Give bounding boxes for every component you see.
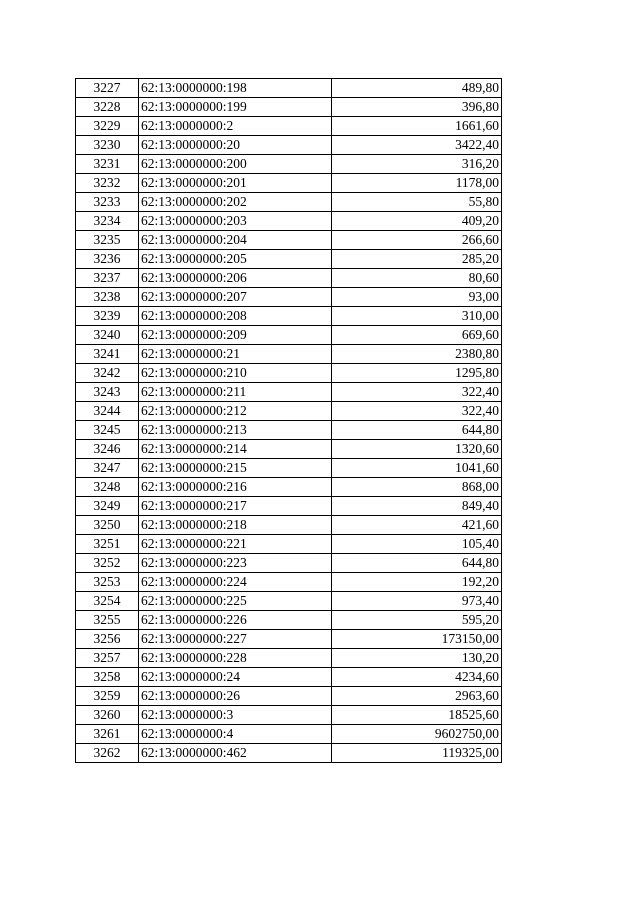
cadastral-number-cell: 62:13:0000000:224 <box>139 573 332 592</box>
row-number-cell: 3234 <box>76 212 139 231</box>
cadastral-number-cell: 62:13:0000000:204 <box>139 231 332 250</box>
value-cell: 1320,60 <box>332 440 502 459</box>
value-cell: 105,40 <box>332 535 502 554</box>
table-row <box>76 136 502 155</box>
value-cell: 595,20 <box>332 611 502 630</box>
table-row <box>76 706 502 725</box>
table-row <box>76 744 502 763</box>
row-number-cell: 3236 <box>76 250 139 269</box>
cadastral-number-cell: 62:13:0000000:216 <box>139 478 332 497</box>
table-row <box>76 649 502 668</box>
value-cell: 1295,80 <box>332 364 502 383</box>
value-cell: 55,80 <box>332 193 502 212</box>
value-cell: 396,80 <box>332 98 502 117</box>
cadastral-number-cell: 62:13:0000000:200 <box>139 155 332 174</box>
row-number-cell: 3261 <box>76 725 139 744</box>
value-cell: 18525,60 <box>332 706 502 725</box>
cadastral-number-cell: 62:13:0000000:2 <box>139 117 332 136</box>
table-row <box>76 611 502 630</box>
row-number-cell: 3237 <box>76 269 139 288</box>
table-row <box>76 288 502 307</box>
row-number-cell: 3262 <box>76 744 139 763</box>
table-row <box>76 725 502 744</box>
value-cell: 868,00 <box>332 478 502 497</box>
cadastral-number-cell: 62:13:0000000:223 <box>139 554 332 573</box>
table-row <box>76 231 502 250</box>
table-row <box>76 250 502 269</box>
table-row <box>76 307 502 326</box>
value-cell: 973,40 <box>332 592 502 611</box>
cadastral-number-cell: 62:13:0000000:24 <box>139 668 332 687</box>
value-cell: 322,40 <box>332 383 502 402</box>
cadastral-number-cell: 62:13:0000000:217 <box>139 497 332 516</box>
row-number-cell: 3256 <box>76 630 139 649</box>
value-cell: 1661,60 <box>332 117 502 136</box>
value-cell: 2963,60 <box>332 687 502 706</box>
cadastral-number-cell: 62:13:0000000:26 <box>139 687 332 706</box>
row-number-cell: 3249 <box>76 497 139 516</box>
value-cell: 3422,40 <box>332 136 502 155</box>
table-row <box>76 459 502 478</box>
row-number-cell: 3239 <box>76 307 139 326</box>
cadastral-number-cell: 62:13:0000000:462 <box>139 744 332 763</box>
table-row <box>76 98 502 117</box>
cadastral-number-cell: 62:13:0000000:225 <box>139 592 332 611</box>
row-number-cell: 3259 <box>76 687 139 706</box>
row-number-cell: 3253 <box>76 573 139 592</box>
row-number-cell: 3230 <box>76 136 139 155</box>
table-row <box>76 212 502 231</box>
cadastral-number-cell: 62:13:0000000:213 <box>139 421 332 440</box>
value-cell: 130,20 <box>332 649 502 668</box>
cadastral-number-cell: 62:13:0000000:3 <box>139 706 332 725</box>
cadastral-number-cell: 62:13:0000000:228 <box>139 649 332 668</box>
row-number-cell: 3240 <box>76 326 139 345</box>
value-cell: 266,60 <box>332 231 502 250</box>
table-row <box>76 345 502 364</box>
cadastral-number-cell: 62:13:0000000:198 <box>139 79 332 98</box>
row-number-cell: 3255 <box>76 611 139 630</box>
data-table <box>75 78 502 763</box>
data-table-body <box>76 79 502 763</box>
row-number-cell: 3241 <box>76 345 139 364</box>
table-row <box>76 193 502 212</box>
cadastral-number-cell: 62:13:0000000:206 <box>139 269 332 288</box>
cadastral-number-cell: 62:13:0000000:212 <box>139 402 332 421</box>
row-number-cell: 3232 <box>76 174 139 193</box>
table-row <box>76 174 502 193</box>
table-row <box>76 516 502 535</box>
row-number-cell: 3233 <box>76 193 139 212</box>
table-row <box>76 573 502 592</box>
value-cell: 409,20 <box>332 212 502 231</box>
row-number-cell: 3254 <box>76 592 139 611</box>
cadastral-number-cell: 62:13:0000000:203 <box>139 212 332 231</box>
table-row <box>76 497 502 516</box>
cadastral-number-cell: 62:13:0000000:205 <box>139 250 332 269</box>
row-number-cell: 3260 <box>76 706 139 725</box>
row-number-cell: 3238 <box>76 288 139 307</box>
value-cell: 849,40 <box>332 497 502 516</box>
cadastral-number-cell: 62:13:0000000:208 <box>139 307 332 326</box>
table-row <box>76 364 502 383</box>
row-number-cell: 3258 <box>76 668 139 687</box>
cadastral-number-cell: 62:13:0000000:226 <box>139 611 332 630</box>
value-cell: 192,20 <box>332 573 502 592</box>
cadastral-number-cell: 62:13:0000000:207 <box>139 288 332 307</box>
value-cell: 489,80 <box>332 79 502 98</box>
row-number-cell: 3251 <box>76 535 139 554</box>
value-cell: 669,60 <box>332 326 502 345</box>
cadastral-number-cell: 62:13:0000000:20 <box>139 136 332 155</box>
value-cell: 421,60 <box>332 516 502 535</box>
value-cell: 644,80 <box>332 421 502 440</box>
table-row <box>76 592 502 611</box>
table-row <box>76 269 502 288</box>
cadastral-number-cell: 62:13:0000000:201 <box>139 174 332 193</box>
row-number-cell: 3247 <box>76 459 139 478</box>
value-cell: 173150,00 <box>332 630 502 649</box>
cadastral-number-cell: 62:13:0000000:210 <box>139 364 332 383</box>
value-cell: 316,20 <box>332 155 502 174</box>
cadastral-number-cell: 62:13:0000000:202 <box>139 193 332 212</box>
table-row <box>76 478 502 497</box>
value-cell: 285,20 <box>332 250 502 269</box>
row-number-cell: 3243 <box>76 383 139 402</box>
row-number-cell: 3229 <box>76 117 139 136</box>
cadastral-number-cell: 62:13:0000000:215 <box>139 459 332 478</box>
cadastral-number-cell: 62:13:0000000:218 <box>139 516 332 535</box>
row-number-cell: 3245 <box>76 421 139 440</box>
value-cell: 9602750,00 <box>332 725 502 744</box>
row-number-cell: 3248 <box>76 478 139 497</box>
table-row <box>76 421 502 440</box>
value-cell: 1041,60 <box>332 459 502 478</box>
value-cell: 2380,80 <box>332 345 502 364</box>
value-cell: 119325,00 <box>332 744 502 763</box>
table-row <box>76 535 502 554</box>
row-number-cell: 3235 <box>76 231 139 250</box>
value-cell: 93,00 <box>332 288 502 307</box>
table-row <box>76 630 502 649</box>
cadastral-number-cell: 62:13:0000000:4 <box>139 725 332 744</box>
row-number-cell: 3228 <box>76 98 139 117</box>
cadastral-number-cell: 62:13:0000000:227 <box>139 630 332 649</box>
row-number-cell: 3252 <box>76 554 139 573</box>
table-row <box>76 383 502 402</box>
cadastral-number-cell: 62:13:0000000:199 <box>139 98 332 117</box>
cadastral-number-cell: 62:13:0000000:214 <box>139 440 332 459</box>
table-row <box>76 326 502 345</box>
table-row <box>76 668 502 687</box>
cadastral-number-cell: 62:13:0000000:21 <box>139 345 332 364</box>
table-row <box>76 79 502 98</box>
table-row <box>76 117 502 136</box>
value-cell: 310,00 <box>332 307 502 326</box>
table-row <box>76 687 502 706</box>
cadastral-number-cell: 62:13:0000000:211 <box>139 383 332 402</box>
table-row <box>76 440 502 459</box>
value-cell: 1178,00 <box>332 174 502 193</box>
row-number-cell: 3231 <box>76 155 139 174</box>
cadastral-number-cell: 62:13:0000000:221 <box>139 535 332 554</box>
row-number-cell: 3257 <box>76 649 139 668</box>
row-number-cell: 3244 <box>76 402 139 421</box>
value-cell: 80,60 <box>332 269 502 288</box>
cadastral-number-cell: 62:13:0000000:209 <box>139 326 332 345</box>
table-row <box>76 402 502 421</box>
value-cell: 4234,60 <box>332 668 502 687</box>
value-cell: 322,40 <box>332 402 502 421</box>
row-number-cell: 3227 <box>76 79 139 98</box>
table-row <box>76 155 502 174</box>
value-cell: 644,80 <box>332 554 502 573</box>
row-number-cell: 3246 <box>76 440 139 459</box>
row-number-cell: 3250 <box>76 516 139 535</box>
table-row <box>76 554 502 573</box>
row-number-cell: 3242 <box>76 364 139 383</box>
